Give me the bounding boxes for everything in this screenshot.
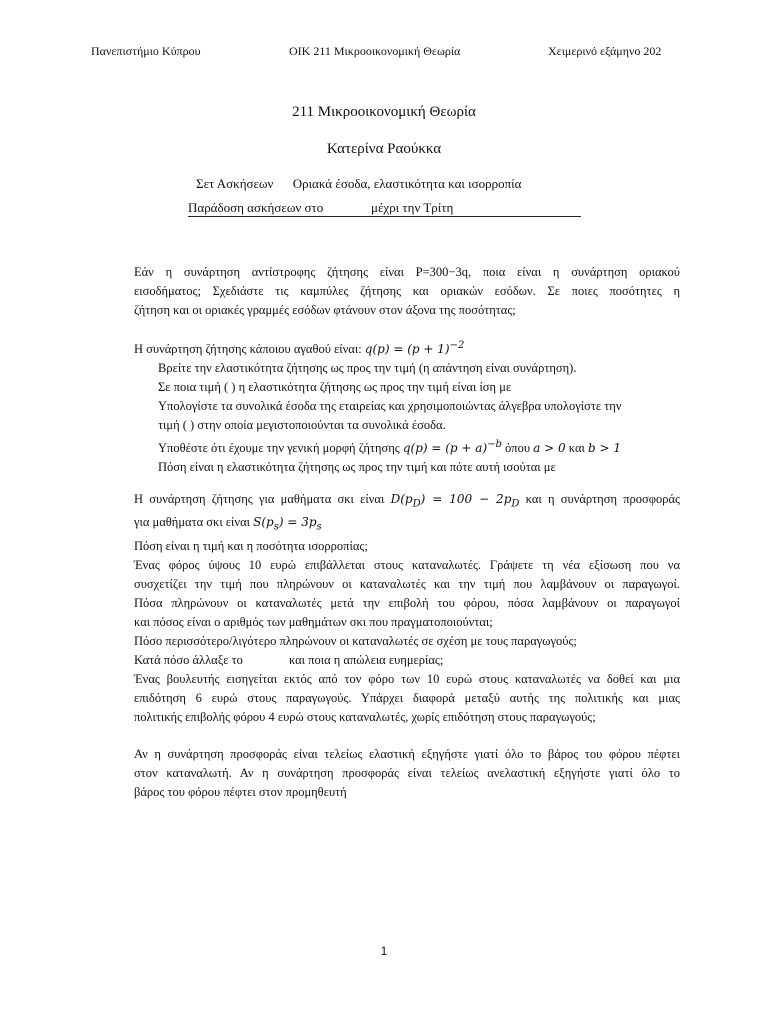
formula-subscript: D	[511, 498, 520, 510]
formula-text: ) = 3p	[278, 515, 317, 530]
question-3-line	[134, 651, 680, 670]
question-1-line: εισοδήματος; Σχεδιάστε τις καμπύλες ζήτησης και οριακών εσόδων. Σε ποιες ποσότητες η	[134, 284, 680, 298]
demand-function-formula	[365, 342, 465, 356]
formula-text: q(p) = (p + a)	[402, 441, 488, 455]
question-4	[134, 745, 680, 802]
question-3-line: πολιτικής επιβολής φόρου 4 ευρώ στους καταναλωτές, χωρίς επιδότηση στους παραγωγούς;	[134, 709, 596, 724]
header-semester: Χειμερινό εξάμηνο 202	[548, 44, 662, 58]
general-demand-formula	[403, 441, 502, 455]
question-3-text: Κατά πόσο άλλαξε το	[134, 652, 243, 667]
question-3-text: για μαθήματα σκι είναι	[134, 515, 250, 530]
question-3-line: συσχετίζει την τιμή που πληρώνουν οι καταναλωτές και την τιμή που λαμβάνουν οι παραγωγοί.	[134, 576, 680, 591]
question-2-intro-text: Η συνάρτηση ζήτησης κάποιου αγαθού είναι:	[134, 342, 362, 356]
question-3-line	[134, 513, 680, 536]
question-4-line: βάρος του φόρου πέφτει στον προμηθευτή	[134, 785, 347, 799]
question-3-line: Πόσα πληρώνουν οι καταναλωτές μετά την επιβολή του φόρου, πόσα λαμβάνουν οι παραγωγοί	[134, 595, 680, 610]
document-author: Κατερίνα Ραούκκα	[326, 141, 442, 157]
question-3-text: και ποια η απώλεια ευημερίας;	[288, 652, 444, 667]
exercise-set-label: Σετ Ασκήσεων	[196, 176, 274, 191]
question-2-part-c: Υπολογίστε τα συνολικά έσοδα της εταιρείας και χρησιμοποιώντας άλγεβρα υπολογίστε την	[158, 399, 622, 413]
formula-text: S(p	[253, 515, 274, 530]
formula-subscript: D	[412, 498, 421, 510]
exercise-set-topic: Οριακά έσοδα, ελαστικότητα και ισορροπία	[292, 176, 522, 191]
question-2-part-b: Σε ποια τιμή ( ) η ελαστικότητα ζήτησης ως προς την τιμή είναι ίση με	[158, 380, 512, 394]
question-2-part-e: Πόση είναι η ελαστικότητα ζήτησης ως προς την τιμή και πότε αυτή ισούται με	[158, 460, 556, 474]
question-2-intro	[134, 336, 680, 359]
question-3-line: Ένας βουλευτής εισηγείται εκτός από τον φόρο των 10 ευρώ στους καταναλωτές να δοθεί και μια	[134, 671, 680, 686]
formula-text: q(p) = (p + 1)	[364, 342, 450, 356]
question-3-text: και η συνάρτηση προσφοράς	[525, 492, 680, 506]
formula-text: ) = 100 − 2p	[420, 492, 512, 506]
question-3-line: επιδότηση 6 ευρώ στους παραγωγούς. Υπάρχει διαφορά μεταξύ αυτής της πολιτικής και μιας	[134, 690, 680, 705]
header-course: ΟΙΚ 211 Μικροοικονομική Θεωρία	[289, 44, 461, 58]
exercise-set-line	[196, 176, 522, 192]
formula-subscript: s	[273, 521, 279, 533]
supply-formula	[253, 515, 322, 533]
question-1	[134, 263, 680, 320]
header-university: Πανεπιστήμιο Κύπρου	[91, 44, 201, 58]
question-1-line: ζήτηση και οι οριακές γραμμές εσόδων φτάνουν στον άξονα της ποσότητας;	[134, 303, 516, 317]
page-header	[0, 44, 768, 62]
delivery-text-start: Παράδοση ασκήσεων στο	[188, 200, 324, 215]
question-2-part-c-cont: τιμή ( ) στην οποία μεγιστοποιούνται τα συνολικά έσοδα.	[158, 418, 446, 432]
formula-subscript: s	[316, 521, 322, 533]
question-3-line: και πόσος είναι ο αριθμός των μαθημάτων σκι που πραγματοποιούνται;	[134, 614, 493, 629]
question-3	[134, 490, 680, 727]
formula-exponent: −b	[487, 439, 502, 450]
and-word: και	[568, 441, 585, 455]
question-2-part-a: Βρείτε την ελαστικότητα ζήτησης ως προς την τιμή (η απάντηση είναι συνάρτηση).	[158, 361, 577, 375]
question-2-part-d-text: Υποθέστε ότι έχουμε την γενική μορφή ζήτησης	[158, 441, 400, 455]
formula-text: D(p	[390, 492, 413, 506]
formula-exponent: −2	[449, 340, 465, 351]
question-4-line: Αν η συνάρτηση προσφοράς είναι τελείως ελαστική εξηγήστε γιατί όλο το βάρος του φόρου πέφτει	[134, 747, 680, 761]
question-1-line: Εάν η συνάρτηση αντίστροφης ζήτησης είναι P=300−3q, ποια είναι η συνάρτηση οριακού	[134, 265, 680, 279]
question-3-line: Πόσο περισσότερο/λιγότερο πληρώνουν οι καταναλωτές σε σχέση με τους παραγωγούς;	[134, 633, 577, 648]
question-2	[134, 336, 680, 477]
delivery-line	[188, 200, 581, 217]
page-number: 1	[380, 944, 388, 958]
question-3-line: Ένας φόρος ύψους 10 ευρώ επιβάλλεται στους καταναλωτές. Γράψετε τη νέα εξίσωση που να	[134, 557, 680, 572]
question-4-line: στον καταναλωτή. Αν η συνάρτηση προσφοράς είναι τελείως ανελαστική εξηγήστε γιατί όλο το	[134, 766, 680, 780]
question-3-line	[134, 490, 680, 513]
document-title: 211 Μικροοικονομική Θεωρία	[292, 104, 476, 120]
condition-a: a > 0	[533, 441, 566, 455]
demand-formula	[390, 492, 520, 510]
question-3-text: Η συνάρτηση ζήτησης για μαθήματα σκι είναι	[134, 492, 385, 506]
delivery-text-end: μέχρι την Τρίτη	[371, 200, 454, 215]
question-3-line: Πόση είναι η τιμή και η ποσότητα ισορροπίας;	[134, 538, 368, 553]
where-word: όπου	[505, 441, 531, 455]
condition-b: b > 1	[588, 441, 622, 455]
question-2-part-d	[134, 435, 680, 458]
